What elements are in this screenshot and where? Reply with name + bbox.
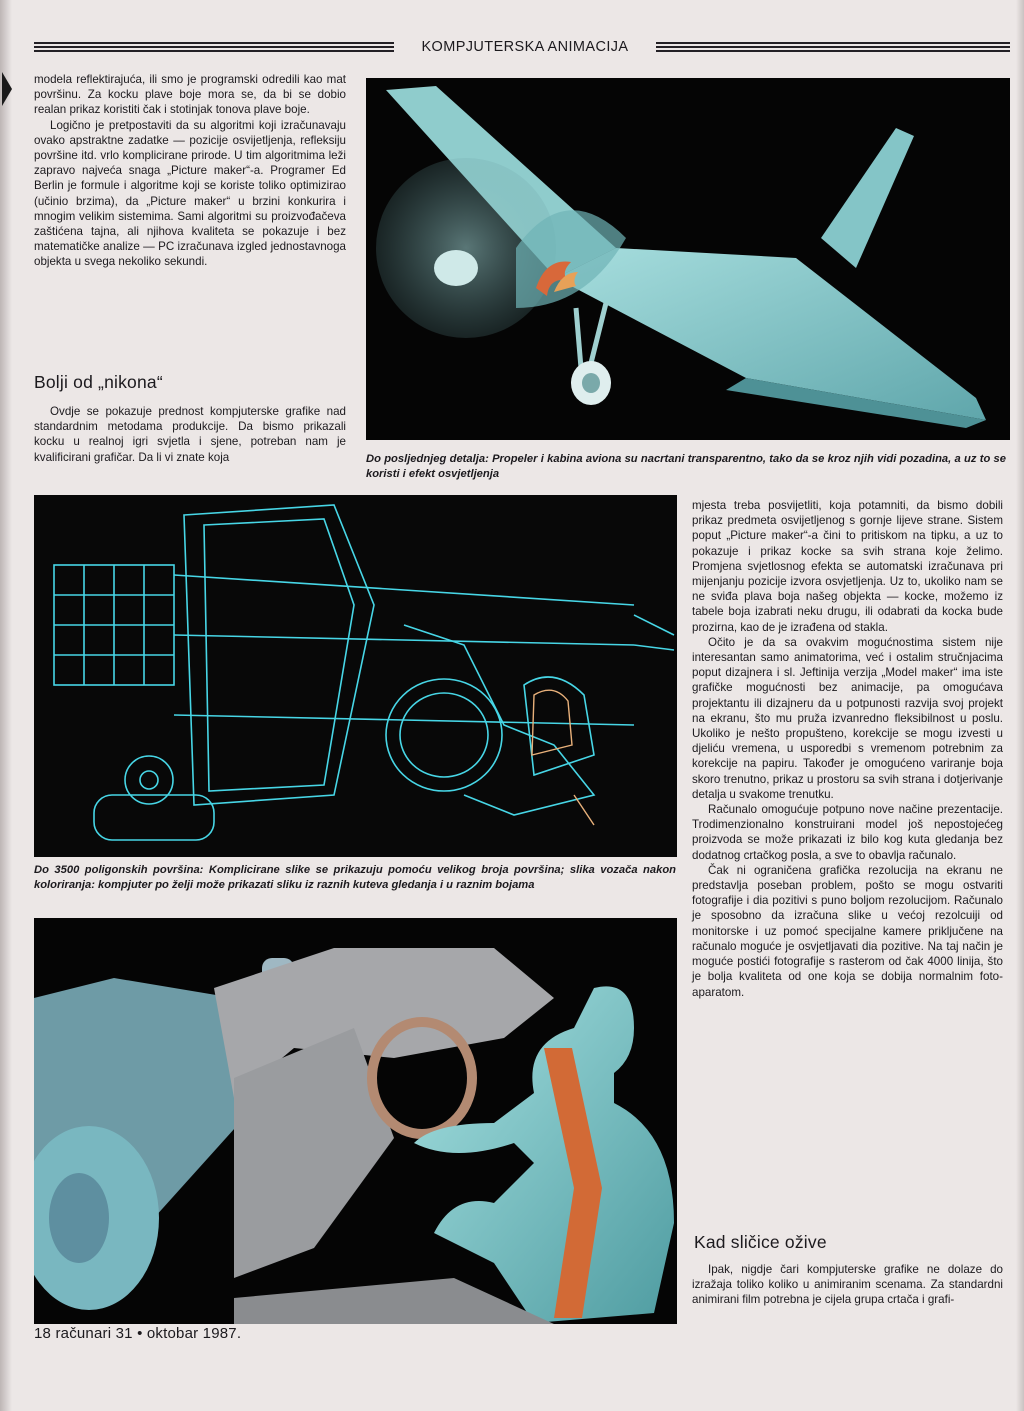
right-column-text: [692, 498, 1003, 1000]
paragraph: mjesta treba posvijetliti, koja potamniti, da bismo dobili prikaz predmeta osvijetljenog s gornje lijeve strane. Sistem poput „Picture maker“-a čini to pritiskom na tipku, a uz to pokazuje i prikaz kocke sa svih strana koje želimo. Promjena svjetlosnog efekta se automatski izračunava pri mijenjanju pozicije izvora osvjetljenja. Uz to, ukoliko nam se ne sviđa plava boja našeg objekta — kocke, možemo iz tabele boja izabrati neku drugu, ili odabrati da kocka bude prozirna, kao de je izrađena od stakla.: [692, 499, 1003, 634]
page-footer: 18 računari 31 • oktobar 1987.: [34, 1325, 242, 1342]
subheading-kad: Kad sličice ožive: [694, 1232, 827, 1252]
left-column-text: [34, 72, 346, 270]
paragraph: Ovdje se pokazuje prednost kompjuterske grafike nad standardnim metodama produkcije. Da bismo prikazali kocku u realnoj igri svjetla i sjene, potreban nam je kvalificirani grafičar. Da li vi znate koja: [34, 405, 346, 464]
right-column-text-2: [692, 1262, 1003, 1308]
airplane-caption: Do posljednjeg detalja: Propeler i kabina aviona su nacrtani transparentno, tako da se kroz njih vidi pozadina, a uz to se koristi i efekt osvjetljenja: [366, 453, 1006, 480]
header-rule-left: [34, 42, 394, 52]
paragraph: Ipak, nigdje čari kompjuterske grafike ne dolaze do izražaja toliko koliko u animiranim scenama. Za standardni animirani film potrebna je cijela grupa crtača i grafi-: [692, 1263, 1003, 1307]
paragraph: Čak ni ograničena grafička rezolucija na ekranu ne predstavlja poseban problem, pošto se mogu ostvariti fotografije i dia pozitivi s puno boljom rezolucijom. Računalo je sposobno da izračuna slike u većoj rezolcuiji od monitorske i uz pomoć specijalne kamere priključene na računalo moguće je osvjetljavati dia pozitive. Na taj način je moguće postići fotografije s rasterom od čak 4000 linija, što je bolja kvaliteta od one koja se dobija normalnim foto-aparatom.: [692, 863, 1003, 999]
page-edge-shadow-right: [1016, 0, 1024, 1411]
airplane-render-image: [366, 78, 1010, 440]
chassis-caption: Do 3500 poligonskih površina: Komplicirane slike se prikazuju pomoću velikog broja površina; slika vozača nakon koloriranja: kompjuter po želji može prikazati sliku iz raznih kuteva gledanja i u raznim bojama: [34, 864, 676, 891]
paragraph: Logično je pretpostaviti da su algoritmi koji izračunavaju ovako apstraktne zadatke — pozicije osvijetljenja, refleksiju površine itd. vrlo komplicirane prirode. U tim algoritmima leži zapravo najveća snaga „Picture maker“-a. Programer Ed Berlin je formule i algoritme koji se koriste toliko optimizirao (učinio brzima), da „Picture maker“ u brzini konkurira i mnogim velikim sistemima. Sami algoritmi su proizvođačeva zaštićena tajna, ali njihova kvaliteta se pokazuje i bez matematičke analize — PC izračunava izgled jednostavnoga objekta u svega nekoliko sekundi.: [34, 118, 346, 269]
page-edge-shadow: [0, 0, 12, 1411]
wireframe-chassis-image: [34, 495, 677, 857]
paragraph: Očito je da sa ovakvim mogućnostima sistem nije interesantan samo animatorima, već i ostalim stručnjacima poput dizajnera i sl. Jeftinija verzija „Model maker“ ima iste grafičke mogućnosti bez animacije, pa omogućava projektantu ili dizajneru da u potpunosti razvija svoj projekt na ekranu, što mu pruža izvanredno fleksibilnost u poslu. Ukoliko je nešto propušteno, korekcije se mogu izvesti u djeliću vremena, u usporedbi s vremenom potrebnim za korekcije na papiru. Također je omogućeno variranje boja skoro trenutno, prikaz u prostoru sa svih strana i dotjerivanje detalja u svakome trenutku.: [692, 635, 1003, 801]
subheading-bolji: Bolji od „nikona“: [34, 372, 163, 392]
paragraph: modela reflektirajuća, ili smo je programski odredili kao mat površinu. Za kocku plave boje mora se, da bi se dobio realan prikaz koristiti čak i stotinjak tonova plave boje.: [34, 73, 346, 117]
header-rule-right: [656, 42, 1010, 52]
page-header: [34, 36, 1010, 58]
paragraph: Računalo omogućuje potpuno nove načine prezentacije. Trodimenzionalno konstruirani model još nepostojećeg proizvoda se može prikazati iz bilo kog kuta gledanja bez dodatnog crtačkog posla, a sve to obavlja računalo.: [692, 803, 1003, 862]
section-title: KOMPJUTERSKA ANIMACIJA: [421, 39, 629, 55]
section-marker-triangle: [2, 72, 12, 106]
driver-render-image: [34, 918, 677, 1324]
left-column-text-2: [34, 404, 346, 465]
